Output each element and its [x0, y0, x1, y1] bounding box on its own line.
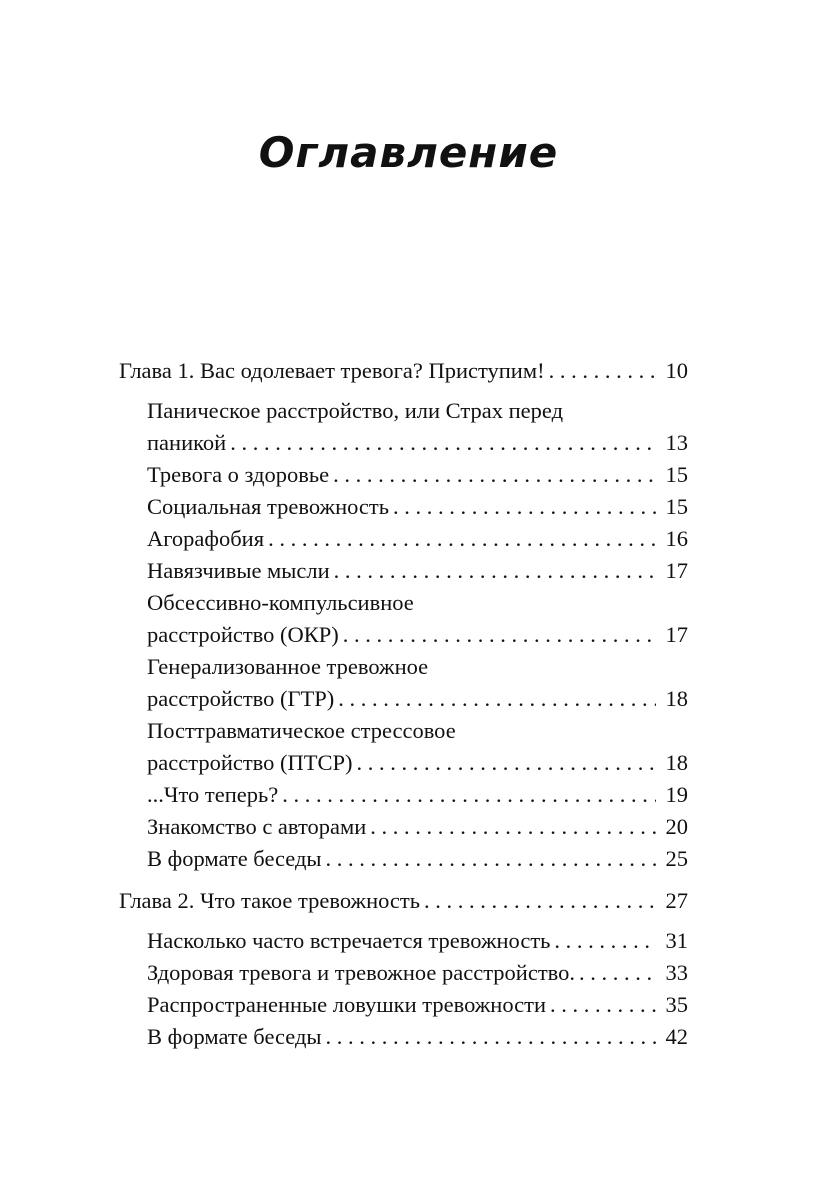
- entry-title: расстройство (ГТР): [147, 686, 335, 711]
- toc-item[interactable]: [147, 957, 688, 989]
- chapter-title: Глава 1. Вас одолевает тревога? Приступим!: [119, 358, 545, 383]
- dot-leader: [343, 619, 656, 651]
- dot-leader: [424, 885, 656, 917]
- entry-title: Здоровая тревога и тревожное расстройство.: [147, 960, 576, 985]
- page-number: 16: [665, 526, 688, 551]
- dot-leader: [334, 555, 656, 587]
- entry-title: Насколько часто встречается тревожность: [147, 928, 551, 953]
- page-number: 35: [665, 992, 688, 1017]
- page-number: 18: [665, 686, 688, 711]
- page-number: 25: [665, 846, 688, 871]
- entry-title: Агорафобия: [147, 526, 265, 551]
- toc-item[interactable]: [147, 395, 688, 459]
- dot-leader: [333, 459, 656, 491]
- dot-leader: [549, 355, 656, 387]
- toc-item[interactable]: [147, 1021, 688, 1053]
- chapter-title: Глава 2. Что такое тревожность: [119, 888, 421, 913]
- table-of-contents: [119, 355, 688, 1053]
- toc-item[interactable]: [147, 555, 688, 587]
- page-number: 20: [665, 814, 688, 839]
- page-number: 19: [665, 782, 688, 807]
- toc-item[interactable]: [147, 587, 688, 651]
- toc-item[interactable]: [147, 843, 688, 875]
- dot-leader: [268, 523, 656, 555]
- dot-leader: [230, 427, 656, 459]
- dot-leader: [370, 811, 656, 843]
- entry-title: В формате беседы: [147, 1024, 322, 1049]
- toc-item[interactable]: [147, 651, 688, 715]
- dot-leader: [550, 989, 656, 1021]
- toc-chapter-1[interactable]: [119, 355, 688, 387]
- page-number: 15: [665, 462, 688, 487]
- dot-leader: [579, 957, 656, 989]
- entry-title: расстройство (ПТСР): [147, 750, 353, 775]
- dot-leader: [282, 779, 656, 811]
- entry-title: В формате беседы: [147, 846, 322, 871]
- entry-title: Навязчивые мысли: [147, 558, 330, 583]
- entry-title-line: Паническое расстройство, или Страх перед: [147, 398, 564, 423]
- toc-chapter-2[interactable]: [119, 885, 688, 917]
- page-number: 18: [665, 750, 688, 775]
- dot-leader: [357, 747, 656, 779]
- entry-title: Распространенные ловушки тревожности: [147, 992, 547, 1017]
- page-number: 42: [665, 1024, 688, 1049]
- page-number: 15: [665, 494, 688, 519]
- page-number: 10: [665, 358, 688, 383]
- toc-item[interactable]: [147, 491, 688, 523]
- toc-item[interactable]: [147, 523, 688, 555]
- toc-item[interactable]: [147, 925, 688, 957]
- page-number: 17: [665, 622, 688, 647]
- entry-title-line: Обсессивно-компульсивное: [147, 590, 414, 615]
- page-number: 27: [665, 888, 688, 913]
- toc-item[interactable]: [147, 811, 688, 843]
- dot-leader: [326, 843, 656, 875]
- toc-item[interactable]: [147, 459, 688, 491]
- entry-title-line: Генерализованное тревожное: [147, 654, 429, 679]
- toc-item[interactable]: [147, 989, 688, 1021]
- toc-item[interactable]: [147, 715, 688, 779]
- toc-item[interactable]: [147, 779, 688, 811]
- page-number: 33: [665, 960, 688, 985]
- page-number: 31: [665, 928, 688, 953]
- entry-title: расстройство (ОКР): [147, 622, 339, 647]
- dot-leader: [326, 1021, 656, 1053]
- page-title: Оглавление: [258, 128, 559, 177]
- entry-title: Знакомство с авторами: [147, 814, 367, 839]
- entry-title: паникой: [147, 430, 227, 455]
- dot-leader: [554, 925, 656, 957]
- entry-title: Социальная тревожность: [147, 494, 389, 519]
- dot-leader: [393, 491, 656, 523]
- page-number: 17: [665, 558, 688, 583]
- dot-leader: [338, 683, 656, 715]
- entry-title: Тревога о здоровье: [147, 462, 330, 487]
- page-number: 13: [665, 430, 688, 455]
- entry-title-line: Посттравматическое стрессовое: [147, 718, 456, 743]
- entry-title: ...Что теперь?: [147, 782, 279, 807]
